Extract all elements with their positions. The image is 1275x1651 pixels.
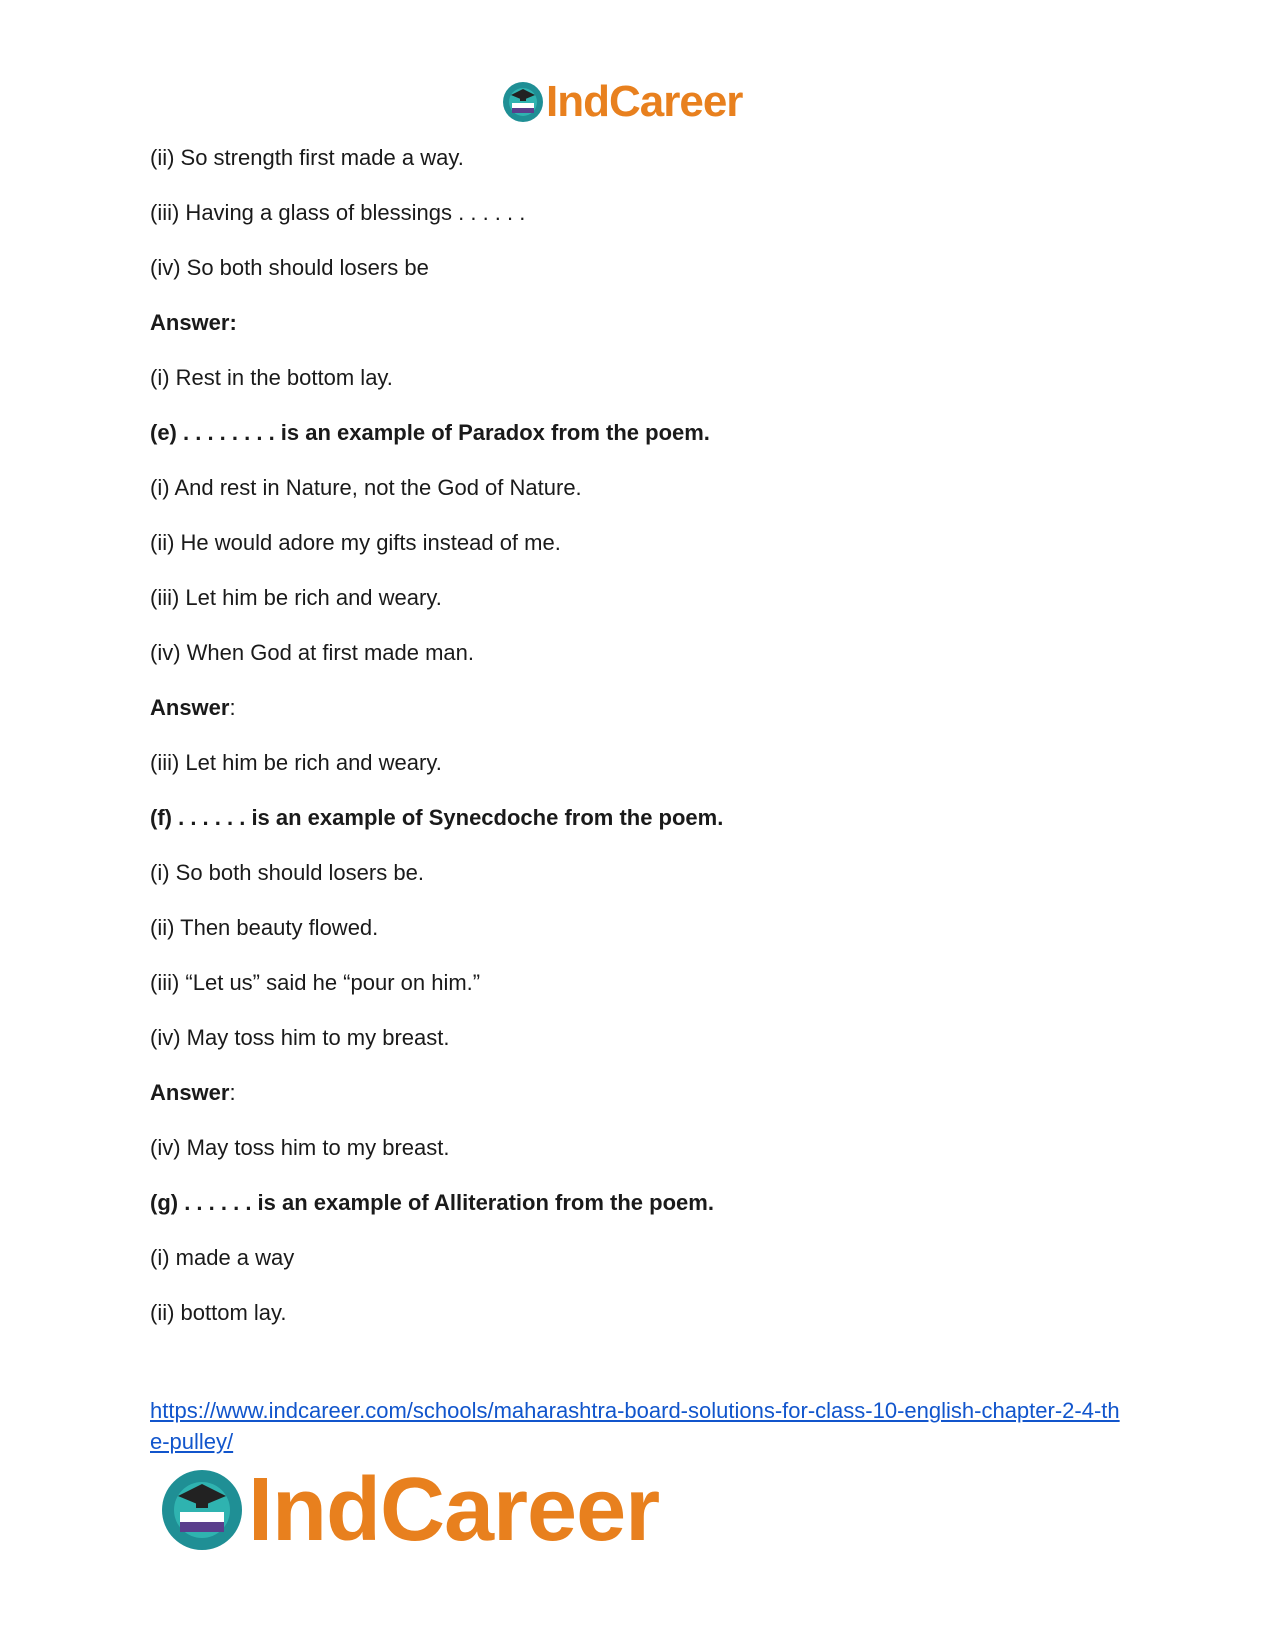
text-line: (i) Rest in the bottom lay. [150,365,393,390]
footer-link-wrap [150,1395,1130,1457]
answer-heading [150,695,1130,721]
text-line: (ii) So strength first made a way. [150,145,464,170]
text-line: (iv) May toss him to my breast. [150,1025,450,1050]
text-line: (i) And rest in Nature, not the God of Nature. [150,475,582,500]
header-logo [502,77,743,126]
answer-suffix: : [229,695,236,720]
question-text: (f) . . . . . . is an example of Synecdoche from the poem. [150,805,724,830]
indcareer-logo-icon [502,81,544,123]
source-url-link[interactable]: https://www.indcareer.com/schools/maharashtra-board-solutions-for-class-10-english-chapter-2-4-the-pulley/ [150,1398,1120,1454]
answer-heading [150,310,1130,336]
question-text: (g) . . . . . . is an example of Alliteration from the poem. [150,1190,714,1215]
question-heading [150,420,1130,446]
text-line: (ii) Then beauty flowed. [150,915,379,940]
document-body [150,145,1130,1355]
answer-label: Answer [150,695,230,720]
text-line: (iii) “Let us” said he “pour on him.” [150,970,481,995]
text-line: (iii) Having a glass of blessings . . . . . . [150,200,526,225]
text-line: (iii) Let him be rich and weary. [150,585,442,610]
text-line: (i) So both should losers be. [150,860,424,885]
answer-heading [150,1080,1130,1106]
answer-label: Answer: [150,310,237,335]
question-heading [150,1190,1130,1216]
text-line: (iv) So both should losers be [150,255,429,280]
indcareer-logo-icon [160,1468,244,1552]
answer-label: Answer [150,1080,230,1105]
question-text: (e) . . . . . . . . is an example of Paradox from the poem. [150,420,710,445]
text-line: (ii) He would adore my gifts instead of me. [150,530,561,555]
text-line: (iii) Let him be rich and weary. [150,750,442,775]
text-line: (iv) When God at first made man. [150,640,474,665]
answer-suffix: : [229,1080,236,1105]
footer-logo [160,1460,660,1560]
text-line: (i) made a way [150,1245,295,1270]
text-line: (ii) bottom lay. [150,1300,287,1325]
question-heading [150,805,1130,831]
header-brand-text: IndCareer [546,77,743,126]
text-line: (iv) May toss him to my breast. [150,1135,450,1160]
footer-brand-text: IndCareer [248,1460,660,1560]
